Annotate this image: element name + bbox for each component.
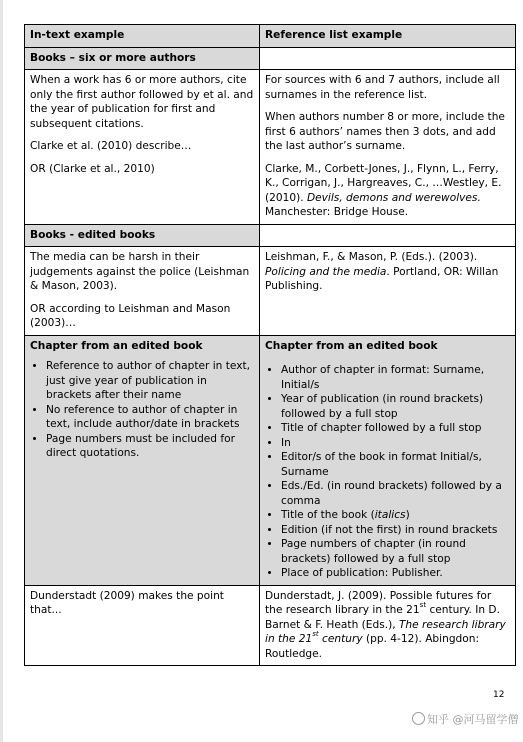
cell-dunderstadt-in-text: Dunderstadt (2009) makes the point that... (25, 585, 260, 666)
paragraph: OR (Clarke et al., 2010) (30, 162, 155, 175)
text: Clarke, M., Corbett-Jones, J., Flynn, L., Ferry, K., Corrigan, J., Hargreaves, C., …Westley, E. (2010). (265, 162, 502, 204)
list-item: • Page numbers must be included for direct quotations. (46, 432, 254, 461)
text: (pp. 4-12). Abingdon: Routledge. (265, 633, 480, 660)
paragraph: The media can be harsh in their judgements against the police (Leishman & Mason, 2003). (30, 251, 250, 292)
header-reference-list: Reference list example (260, 25, 516, 48)
superscript: st (312, 630, 319, 639)
book-title: Devils, demons and werewolves. (306, 191, 481, 204)
chapter-in-text-list (30, 359, 254, 461)
list-item: • Place of publication: Publisher. (281, 566, 510, 581)
reference-entry (265, 162, 510, 220)
chapter-title-right: Chapter from an edited book (265, 339, 438, 352)
text: ) (405, 509, 410, 521)
list-item: • Author of chapter in format: Surname, Initial/s (281, 363, 510, 392)
page-number: 12 (493, 690, 505, 700)
text: century (318, 633, 363, 645)
text: Leishman, F., & Mason, P. (Eds.). (2003). (265, 251, 478, 263)
cell-dunderstadt-reference (260, 585, 516, 666)
paragraph: When authors number 8 or more, include the first 6 authors’ names then 3 dots, and add the last author’s surname. (265, 111, 505, 152)
text: Title of the book ( (281, 509, 375, 521)
section-row-books-six (25, 47, 516, 70)
cell-chapter-in-text (25, 335, 260, 585)
cell-books-edited-in-text (25, 247, 260, 336)
cell-books-six-reference (260, 70, 516, 225)
paragraph: OR according to Leishman and Mason (2003)… (30, 302, 231, 329)
paragraph: When a work has 6 or more authors, cite only the first author followed by et al. and the year of publication for first and subsequent citations. (30, 74, 254, 130)
list-item: • No reference to author of chapter in text, include author/date in brackets (46, 403, 254, 432)
text: Dunderstadt, J. (2009). Possible futures for the research library in the 21 (265, 589, 492, 616)
text: The research library in the 21 (265, 618, 506, 645)
text: century. In D. Barnet & F. Heath (Eds.), (265, 604, 500, 631)
header-in-text: In-text example (25, 25, 260, 48)
section-title-books-edited: Books - edited books (25, 224, 260, 247)
text: Manchester: Bridge House. (265, 206, 409, 218)
section-title-books-edited-empty (260, 224, 516, 247)
superscript: st (419, 601, 427, 610)
list-item: • Reference to author of chapter in text, just give year of publication in brackets after their name (46, 359, 254, 403)
table-row-books-six (25, 70, 516, 225)
watermark-text: 知乎 @河马留学僧 (427, 713, 519, 726)
cell-books-edited-reference (260, 247, 516, 336)
reference-table (24, 24, 516, 666)
table-row-dunderstadt (25, 585, 516, 666)
section-title-books-six-empty (260, 47, 516, 70)
section-row-books-edited (25, 224, 516, 247)
chapter-title-left: Chapter from an edited book (30, 339, 203, 352)
page-edge (0, 0, 3, 742)
list-item: • Page numbers of chapter (in round brackets) followed by a full stop (281, 537, 510, 566)
reference-entry (265, 250, 510, 294)
paragraph: Clarke et al. (2010) describe… (30, 140, 192, 152)
list-item: • Title of chapter followed by a full stop (281, 421, 510, 436)
cell-books-six-in-text (25, 70, 260, 225)
cell-chapter-reference (260, 335, 516, 585)
watermark (412, 712, 519, 728)
text: . Portland, OR: Willan Publishing. (265, 265, 499, 292)
list-item: • Eds./Ed. (in round brackets) followed by a comma (281, 479, 510, 508)
list-item: • In (281, 436, 510, 451)
table-header-row (25, 25, 516, 48)
chapter-reference-list (265, 363, 510, 581)
section-title-books-six: Books – six or more authors (25, 47, 260, 70)
list-item (281, 508, 510, 523)
list-item: • Year of publication (in round brackets) followed by a full stop (281, 392, 510, 421)
table-row-books-edited (25, 247, 516, 336)
table-row-chapter (25, 335, 516, 585)
list-item: • Edition (if not the first) in round brackets (281, 523, 510, 538)
paragraph: For sources with 6 and 7 authors, include all surnames in the reference list. (265, 74, 500, 101)
italic-text: italics (374, 509, 406, 521)
list-item: • Editor/s of the book in format Initial/s, Surname (281, 450, 510, 479)
book-title: Policing and the media (265, 265, 387, 278)
zhihu-logo-icon (412, 712, 425, 725)
